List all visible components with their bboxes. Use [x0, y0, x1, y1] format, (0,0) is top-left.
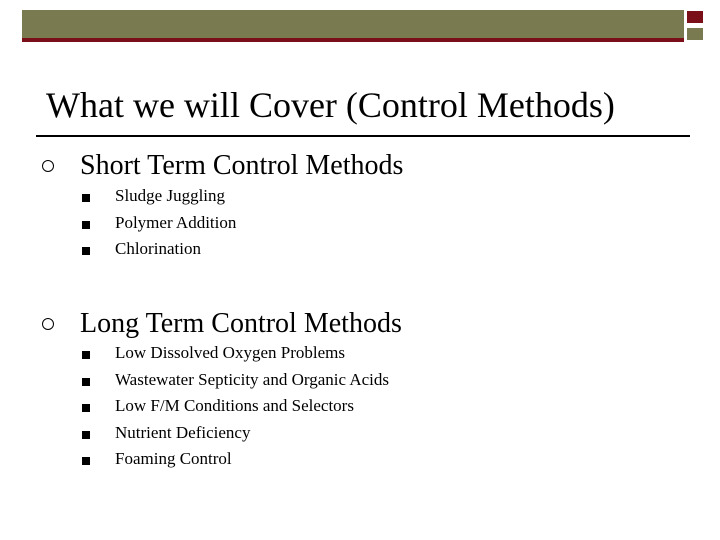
square-bullet-icon: [82, 404, 90, 412]
square-bullet-icon: [82, 431, 90, 439]
square-bullet-icon: [82, 378, 90, 386]
section-long-term: [0, 308, 720, 475]
section-heading: Short Term Control Methods: [80, 150, 404, 181]
list-item: [0, 370, 720, 397]
list-item: [0, 343, 720, 370]
section-short-term: [0, 150, 720, 264]
list-item-label: Polymer Addition: [115, 212, 237, 232]
section-heading: Long Term Control Methods: [80, 308, 402, 339]
list-item-label: Foaming Control: [115, 449, 232, 468]
square-bullet-icon: [82, 247, 90, 255]
square-bullet-icon: [82, 194, 90, 202]
hollow-circle-bullet-icon: [42, 318, 54, 330]
list-item-label: Sludge Juggling: [115, 186, 226, 205]
list-item: [0, 213, 720, 240]
bullet-list: [0, 186, 720, 266]
corner-square-bottom: [686, 27, 704, 41]
list-item-label: Low F/M Conditions and Selectors: [115, 396, 354, 415]
slide-title: What we will Cover (Control Methods): [46, 85, 615, 125]
title-divider: [36, 135, 690, 137]
list-item: [0, 449, 720, 476]
hollow-circle-bullet-icon: [42, 160, 54, 172]
list-item-label: Low Dissolved Oxygen Problems: [115, 343, 345, 362]
list-item-label: Wastewater Septicity and Organic Acids: [115, 369, 390, 389]
list-item: [0, 423, 720, 450]
square-bullet-icon: [82, 221, 90, 229]
corner-square-top: [686, 10, 704, 24]
list-item-label: Nutrient Deficiency: [115, 422, 251, 442]
list-item: [0, 396, 720, 423]
list-item: [0, 186, 720, 213]
square-bullet-icon: [82, 351, 90, 359]
bullet-list: [0, 343, 720, 476]
list-item: [0, 239, 720, 266]
header-band: [22, 10, 684, 42]
list-item-label: Chlorination: [115, 239, 201, 258]
square-bullet-icon: [82, 457, 90, 465]
